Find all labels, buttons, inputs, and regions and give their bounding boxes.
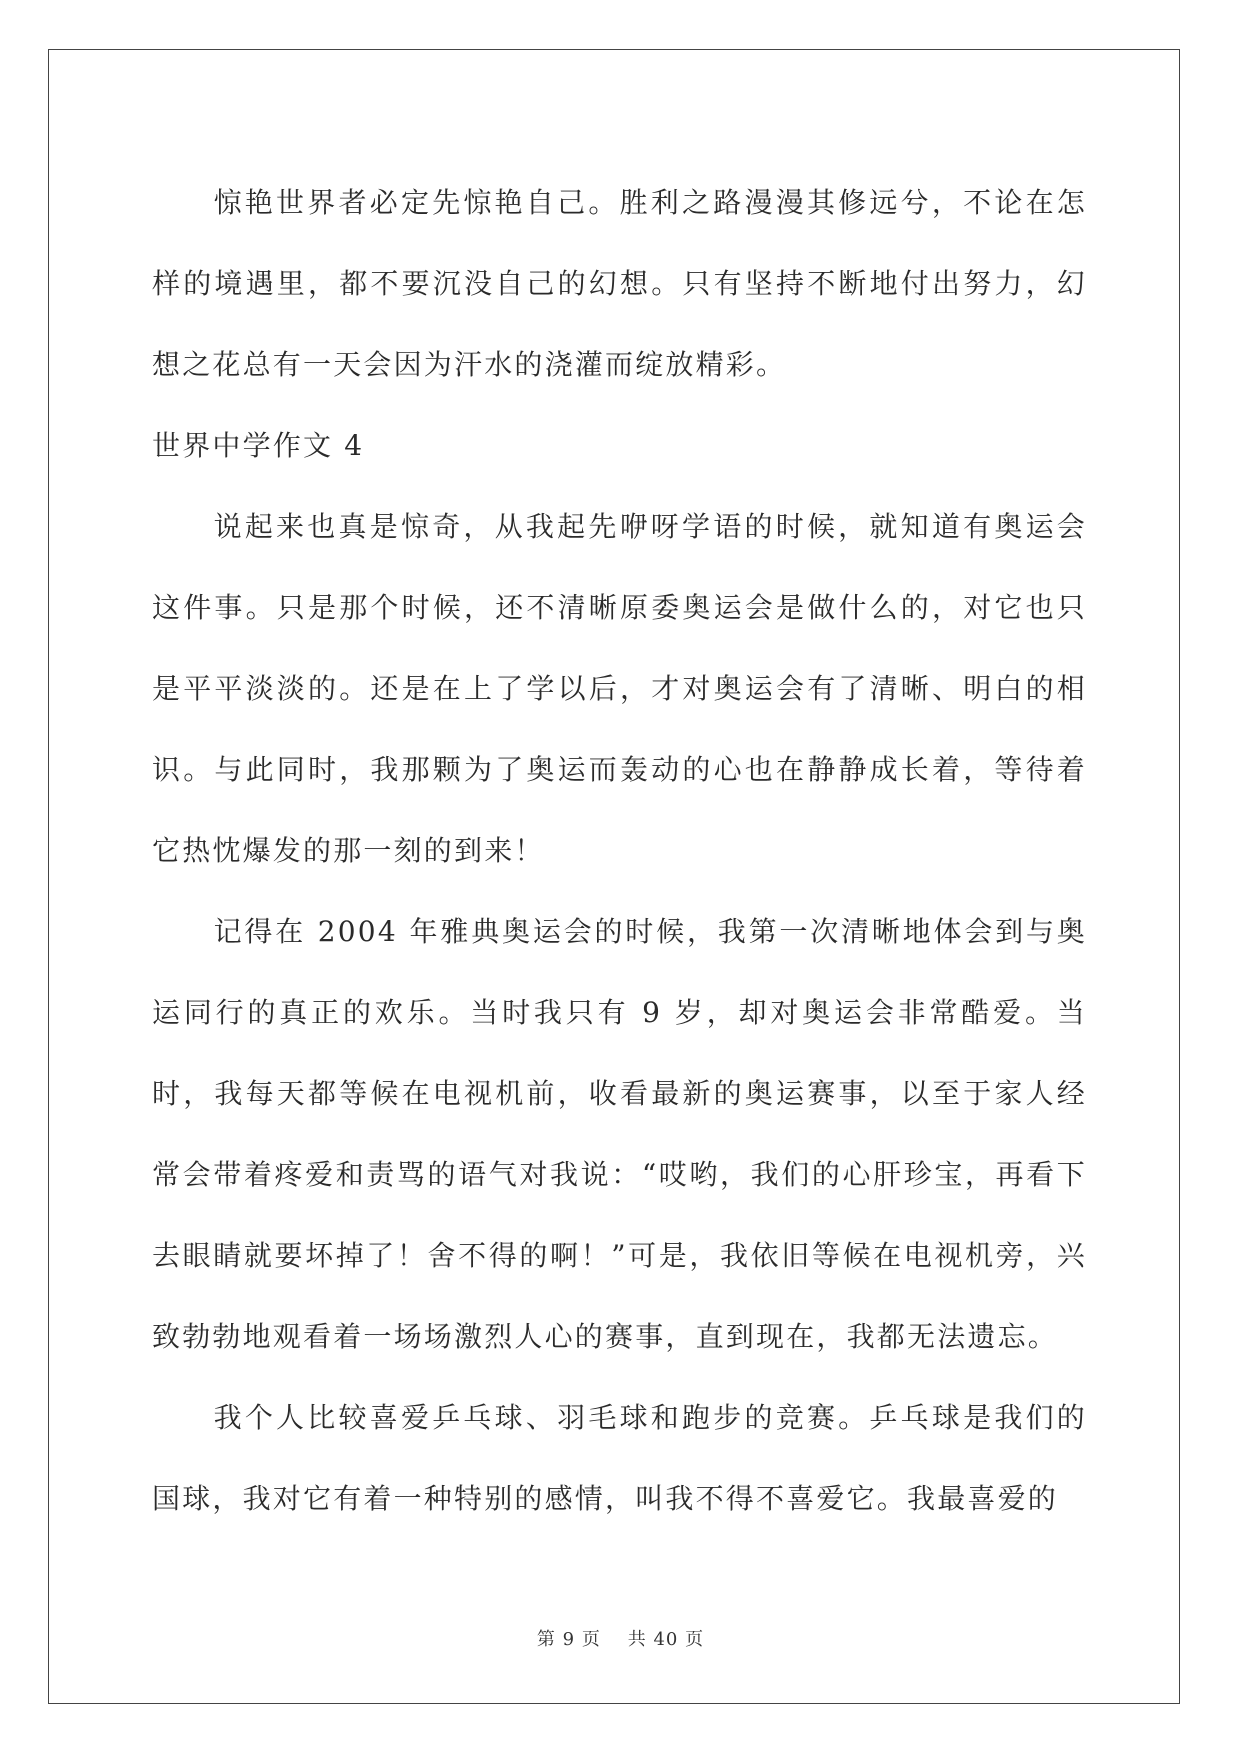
section-heading: 世界中学作文 4 (152, 429, 365, 462)
paragraph: 记得在 2004 年雅典奥运会的时候，我第一次清晰地体会到与奥运同行的真正的欢乐。当时我只有 9 岁，却对奥运会非常酷爱。当时，我每天都等候在电视机前，收看最新的奥运赛事，以至于家人经常会带着疼爱和责骂的语气对我说：“哎哟，我们的心肝珍宝，再看下去眼睛就要坏掉了！舍不得的啊！”可是，我依旧等候在电视机旁，兴致勃勃地观看着一场场激烈人心的赛事，直到现在，我都无法遗忘。 (152, 915, 1087, 1353)
paragraph: 我个人比较喜爱乒乓球、羽毛球和跑步的竞赛。乒乓球是我们的国球，我对它有着一种特别的感情，叫我不得不喜爱它。我最喜爱的 (152, 1401, 1087, 1515)
document-body (152, 162, 1087, 1539)
total-pages: 共 40 页 (627, 1629, 705, 1650)
page-footer (0, 1625, 1241, 1651)
paragraph: 说起来也真是惊奇，从我起先咿呀学语的时候，就知道有奥运会这件事。只是那个时候，还不清晰原委奥运会是做什么的，对它也只是平平淡淡的。还是在上了学以后，才对奥运会有了清晰、明白的相识。与此同时，我那颗为了奥运而轰动的心也在静静成长着，等待着它热忱爆发的那一刻的到来！ (152, 510, 1087, 867)
paragraph: 惊艳世界者必定先惊艳自己。胜利之路漫漫其修远兮，不论在怎样的境遇里，都不要沉没自己的幻想。只有坚持不断地付出努力，幻想之花总有一天会因为汗水的浇灌而绽放精彩。 (152, 186, 1087, 381)
page-number: 第 9 页 (536, 1629, 601, 1650)
